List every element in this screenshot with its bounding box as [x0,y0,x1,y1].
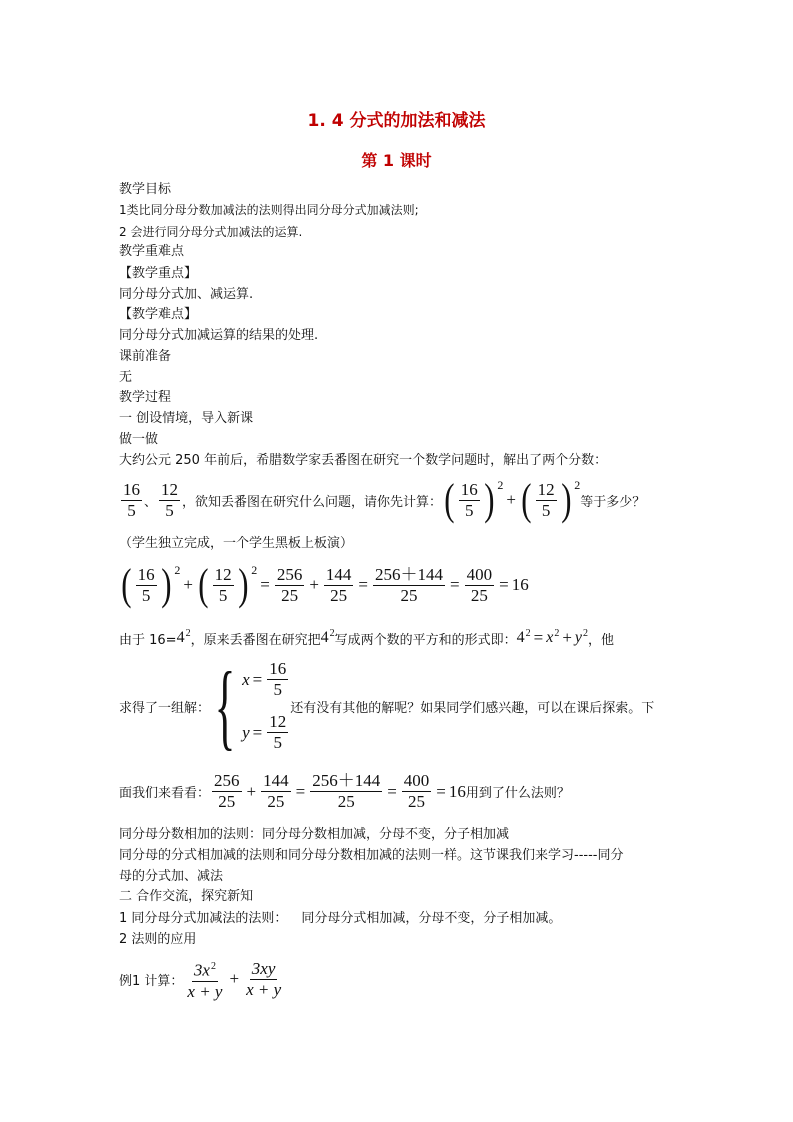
lesson-subtitle: 第 1 课时 [361,151,432,170]
paragraph: 同分母分式加减运算的结果的处理. [119,328,319,343]
paragraph: 同分母分式加、减运算. [119,287,254,302]
section-heading: 课前准备 [119,349,172,364]
document-title: 1. 4 分式的加法和减法 [307,111,486,131]
math-computation-line: 面我们来看看： $\frac{256}{25}$ + $\frac{144}{25}$ = $\frac{256+144}{25}$ = $\frac{400}{25}$ = 16 用到了什么法则？ [119,771,570,811]
section-heading: 教学过程 [119,390,172,405]
math-question-line: $\frac{16}{5}$ 、 $\frac{12}{5}$ ，欲知丢番图在研究什么问题，请你先计算： ( $\frac{16}{5}$ ) 2 + ( $\frac{12}{5}$ ) 2 等于多少？ [123,475,646,524]
section-heading: 教学重难点 [119,244,185,259]
paragraph: 1 同分母分式加减法的法则： 同分母分式相加减，分母不变，分子相加减。 [119,911,562,926]
example-1-line: 例1 计算： $\frac{3x^2}{x + y}$ + $\frac{3xy}{x + y}$ [119,958,282,1001]
paragraph: （学生独立完成，一个学生黑板上板演） [119,536,354,551]
subheading: 2 法则的应用 [119,932,197,947]
solution-system-line: 求得了一组解： { x = $\frac{16}{5}$ y = $\frac{12}{5}$ 还有没有其他的解呢？如果同学们感兴趣，可以在课后探索。下 [119,652,655,759]
paragraph: 母的分式加、减法 [119,869,224,884]
section-heading: 教学目标 [119,182,172,197]
subheading: 【教学重点】 [119,266,198,281]
fraction: $\frac{12}{5}$ [161,479,179,520]
paragraph-math: 由于 16= 4 2 ，原来丢番图在研究把 4 2 写成两个数的平方和的形式即： 4 2 = x 2 + y 2 ，他 [119,628,615,648]
paragraph: 大约公元 250 年前后，希腊数学家丢番图在研究一个数学问题时，解出了两个分数： [119,453,608,468]
paragraph: 同分母的分式相加减的法则和同分母分数相加减的法则一样。这节课我们来学习-----同分 [119,848,624,863]
math-computation-line: ( $\frac{16}{5}$ ) 2 + ( $\frac{12}{5}$ ) 2 = $\frac{256}{25}$ + $\frac{144}{25}$ = $\frac{256+144}{25}$ = $\frac{400}{25}$ = 16 [121,560,529,609]
section-heading: 二 合作交流，探究新知 [119,889,254,904]
subheading: 【教学难点】 [119,307,198,322]
paragraph: 无 [119,370,133,385]
subheading: 做一做 [119,432,159,447]
subheading: 一 创设情境，导入新课 [119,411,254,426]
paragraph: 同分母分数相加的法则：同分母分数相加减，分母不变，分子相加减 [119,827,510,842]
fraction: $\frac{16}{5}$ [123,479,140,520]
objective-2: 2 会进行同分母分式加减法的运算. [119,225,303,239]
objective-1: 1类比同分母分数加减法的法则得出同分母分式加减法则; [119,203,419,217]
